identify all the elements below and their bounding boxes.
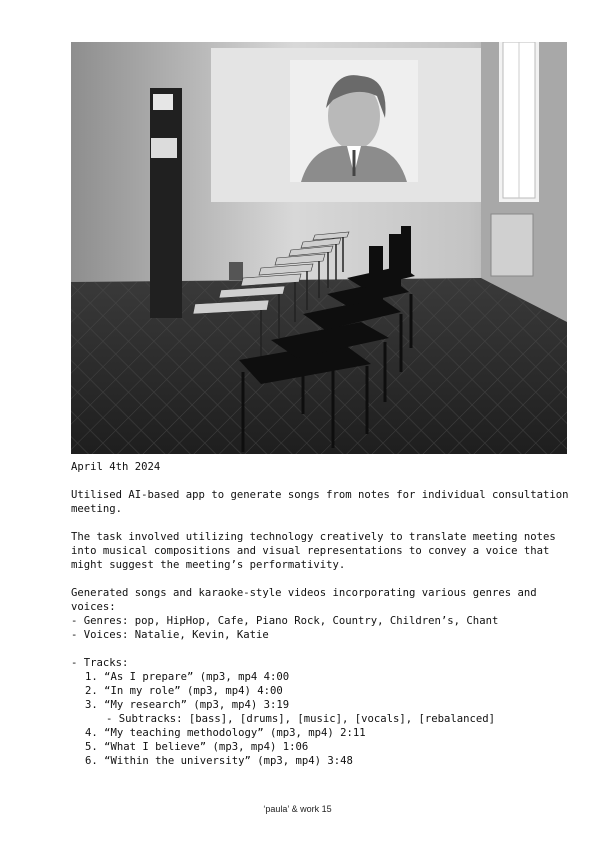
- track-item: 6. “Within the university” (mp3, mp4) 3:48: [85, 755, 353, 767]
- generated-paragraph: Generated songs and karaoke-style videos incorporating various genres and voices:: [71, 587, 543, 613]
- track-item: 2. “In my role” (mp3, mp4) 4:00: [85, 685, 283, 697]
- track-item: 4. “My teaching methodology” (mp3, mp4) 2:11: [85, 727, 366, 739]
- page-footer: ‘paula’ & work 15: [263, 804, 332, 814]
- notes-text: [71, 460, 575, 768]
- track-item: 5. “What I believe” (mp3, mp4) 1:06: [85, 741, 309, 753]
- genres-line: - Genres: pop, HipHop, Cafe, Piano Rock, Country, Children’s, Chant: [71, 615, 499, 627]
- voices-line: - Voices: Natalie, Kevin, Katie: [71, 629, 269, 641]
- intro-paragraph: Utilised AI-based app to generate songs from notes for individual consultation meeting.: [71, 489, 575, 515]
- task-paragraph: The task involved utilizing technology creatively to translate meeting notes into musical compositions and visual representations to convey a voice that might suggest the meeting’s performativity.: [71, 531, 563, 571]
- subtracks-line: - Subtracks: [bass], [drums], [music], [vocals], [rebalanced]: [106, 713, 496, 725]
- date-line: April 4th 2024: [71, 461, 161, 473]
- track-item: 1. “As I prepare” (mp3, mp4 4:00: [85, 671, 290, 683]
- track-item: 3. “My research” (mp3, mp4) 3:19: [85, 699, 290, 711]
- gallery-photo: [71, 42, 567, 454]
- tracks-heading: - Tracks:: [71, 657, 129, 669]
